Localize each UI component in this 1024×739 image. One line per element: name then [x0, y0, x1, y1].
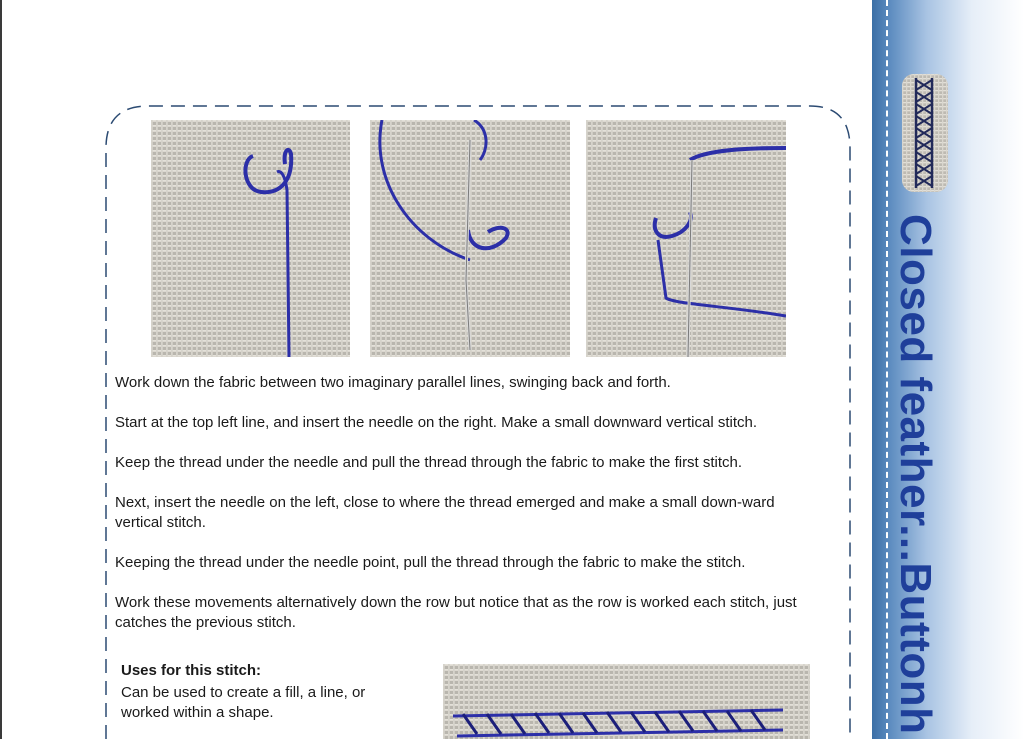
instruction-paragraph-2: Start at the top left line, and insert the needle on the right. Make a small downward vertical stitch. — [115, 414, 758, 431]
closed-feather-stitch-thumbnail — [902, 74, 948, 192]
instruction-paragraph-5: Keeping the thread under the needle point, pull the thread through the fabric to make the stitch. — [115, 554, 746, 571]
stitch-step-3-photo — [586, 120, 786, 357]
uses-heading: Uses for this stitch: — [121, 662, 262, 679]
closed-feather-sample-photo — [443, 664, 810, 739]
chapter-title: Closed feather...Buttonh — [891, 214, 940, 735]
uses-text: Can be used to create a fill, a line, or worked within a shape. — [121, 684, 366, 721]
instruction-paragraph-6: Work these movements alternatively down the row but notice that as the row is worked each stitch, just catches the previous stitch. — [115, 594, 797, 631]
stitch-step-1-photo — [151, 120, 350, 357]
instruction-paragraph-3: Keep the thread under the needle and pull the thread through the fabric to make the first stitch. — [115, 454, 743, 471]
sidebar-dashed-line — [886, 0, 888, 739]
stitch-step-2-photo — [370, 120, 570, 357]
instruction-paragraph-4: Next, insert the needle on the left, close to where the thread emerged and make a small down-ward vertical stitch. — [115, 494, 775, 531]
instruction-paragraph-1: Work down the fabric between two imaginary parallel lines, swinging back and forth. — [115, 374, 671, 391]
